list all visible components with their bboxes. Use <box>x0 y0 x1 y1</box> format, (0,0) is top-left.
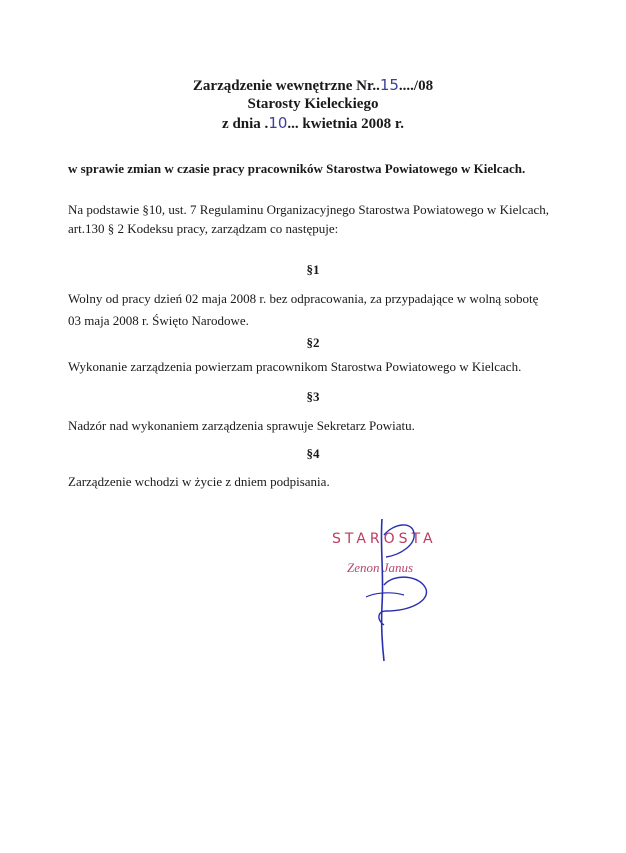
section-1-text-line-2: 03 maja 2008 r. Święto Narodowe. <box>68 313 249 328</box>
section-4-heading: §4 <box>306 446 320 461</box>
section-3-heading: §3 <box>306 389 320 404</box>
handwritten-number: 15 <box>379 76 399 94</box>
section-4-text: Zarządzenie wchodzi w życie z dniem podpisania. <box>68 474 330 489</box>
document-title <box>0 76 626 96</box>
handwritten-signature <box>360 515 440 665</box>
legal-basis-line-2: art.130 § 2 Kodeksu pracy, zarządzam co następuje: <box>68 221 339 236</box>
stamp-title: STAROSTA <box>332 531 437 547</box>
date-suffix: ... kwietnia 2008 r. <box>287 116 404 132</box>
stamp-name: Zenon Janus <box>347 560 414 575</box>
date-prefix: z dnia . <box>222 116 269 132</box>
title-dots: .. <box>372 78 380 94</box>
section-2-text: Wykonanie zarządzenia powierzam pracownikom Starostwa Powiatowego w Kielcach. <box>68 359 522 374</box>
section-2-heading: §2 <box>306 335 320 350</box>
title-prefix: Zarządzenie wewnętrzne Nr <box>192 78 373 94</box>
section-1-heading: §1 <box>306 262 320 277</box>
legal-basis-line-1: Na podstawie §10, ust. 7 Regulaminu Organizacyjnego Starostwa Powiatowego w Kielcach, <box>68 202 550 217</box>
section-1-text-line-1: Wolny od pracy dzień 02 maja 2008 r. bez odpracowania, za przypadające w wolną sobotę <box>68 291 539 306</box>
subject-line: w sprawie zmian w czasie pracy pracowników Starostwa Powiatowego w Kielcach. <box>68 161 526 176</box>
section-3-text: Nadzór nad wykonaniem zarządzenia sprawuje Sekretarz Powiatu. <box>68 418 415 433</box>
issuer-line: Starosty Kieleckiego <box>247 96 379 112</box>
title-suffix: ..../08 <box>398 78 434 94</box>
handwritten-day: 10 <box>268 114 288 132</box>
date-line <box>0 114 626 134</box>
